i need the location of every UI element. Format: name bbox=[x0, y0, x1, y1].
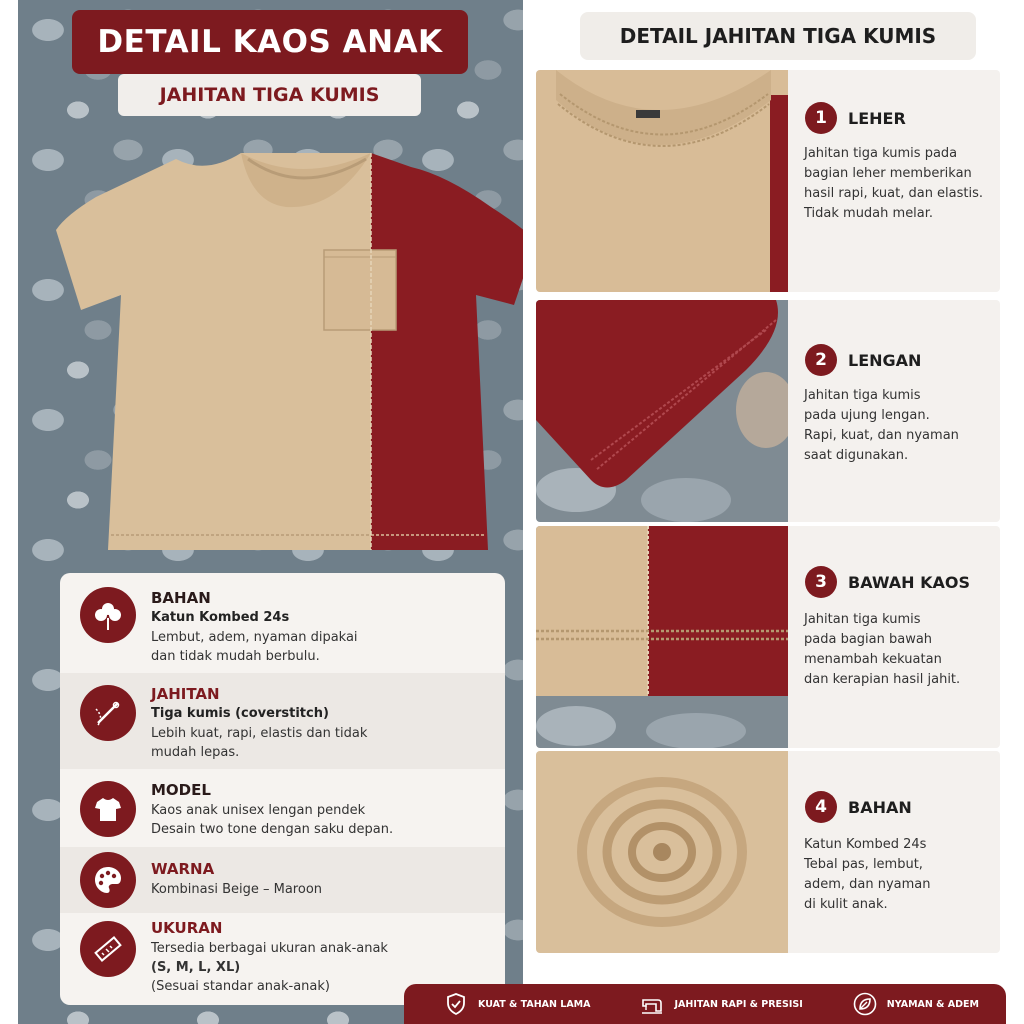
detail-text: Jahitan tiga kumis pada bagian leher memberikan hasil rapi, kuat, dan elastis. Tidak mudah melar. bbox=[804, 146, 984, 221]
detail-text: Jahitan tiga kumis pada bagian bawah menambah kekuatan dan kerapian hasil jahit. bbox=[804, 612, 961, 687]
page-title: DETAIL KAOS ANAK bbox=[72, 10, 468, 74]
feature-jahitan bbox=[590, 992, 802, 1016]
sewing-machine-icon bbox=[640, 992, 664, 1016]
tshirt-icon bbox=[80, 781, 136, 837]
detail-header: DETAIL JAHITAN TIGA KUMIS bbox=[580, 12, 976, 60]
fabric-closeup-image bbox=[536, 751, 788, 953]
info-subtitle: Tiga kumis (coverstitch) bbox=[151, 706, 329, 721]
shield-check-icon bbox=[444, 992, 468, 1016]
feature-footer bbox=[404, 984, 1006, 1024]
needle-icon bbox=[80, 685, 136, 741]
detail-title: LEHER bbox=[848, 109, 906, 128]
tshirt-image bbox=[36, 145, 523, 565]
info-text: Lembut, adem, nyaman dipakai dan tidak mudah berbulu. bbox=[151, 630, 358, 664]
hem-closeup-image bbox=[536, 526, 788, 748]
info-text: Kombinasi Beige – Maroon bbox=[151, 882, 323, 897]
info-text: Lebih kuat, rapi, elastis dan tidak mudah lepas. bbox=[151, 726, 368, 760]
detail-card-bahan bbox=[536, 751, 1000, 953]
info-row-model bbox=[60, 769, 505, 847]
leaf-icon bbox=[853, 992, 877, 1016]
info-row-bahan bbox=[60, 573, 505, 673]
step-number: 2 bbox=[805, 344, 837, 376]
detail-title: LENGAN bbox=[848, 351, 922, 370]
palette-icon bbox=[80, 852, 136, 908]
info-subtitle: Katun Kombed 24s bbox=[151, 610, 290, 625]
cotton-icon bbox=[80, 587, 136, 643]
ruler-icon bbox=[80, 921, 136, 977]
product-panel bbox=[18, 0, 523, 1024]
detail-card-leher bbox=[536, 70, 1000, 292]
detail-card-lengan bbox=[536, 300, 1000, 522]
info-row-jahitan bbox=[60, 673, 505, 769]
info-row-warna bbox=[60, 847, 505, 913]
sleeve-closeup-image bbox=[536, 300, 788, 522]
feature-label: JAHITAN RAPI & PRESISI bbox=[674, 998, 803, 1010]
step-number: 3 bbox=[805, 566, 837, 598]
feature-nyaman bbox=[803, 992, 979, 1016]
neck-closeup-image bbox=[536, 70, 788, 292]
info-title: BAHAN bbox=[151, 589, 211, 607]
detail-card-bawah-kaos bbox=[536, 526, 1000, 748]
detail-title: BAHAN bbox=[848, 798, 912, 817]
info-title: UKURAN bbox=[151, 919, 223, 937]
detail-title: BAWAH KAOS bbox=[848, 573, 971, 592]
info-title: MODEL bbox=[151, 781, 211, 799]
step-number: 1 bbox=[805, 102, 837, 134]
info-title: WARNA bbox=[151, 860, 215, 878]
detail-text: Jahitan tiga kumis pada ujung lengan. Rapi, kuat, dan nyaman saat digunakan. bbox=[804, 388, 959, 463]
detail-text: Katun Kombed 24s Tebal pas, lembut, adem, dan nyaman di kulit anak. bbox=[804, 837, 931, 912]
feature-kuat bbox=[404, 992, 590, 1016]
page-subtitle: JAHITAN TIGA KUMIS bbox=[118, 74, 421, 116]
info-title: JAHITAN bbox=[151, 685, 220, 703]
info-text: Tersedia berbagai ukuran anak-anak (S, M, L, XL) (Sesuai standar anak-anak) bbox=[151, 941, 388, 994]
feature-label: NYAMAN & ADEM bbox=[886, 998, 979, 1010]
product-info-card bbox=[60, 573, 505, 1005]
info-text: Kaos anak unisex lengan pendek Desain two tone dengan saku depan. bbox=[151, 803, 394, 837]
step-number: 4 bbox=[805, 791, 837, 823]
feature-label: KUAT & TAHAN LAMA bbox=[478, 998, 591, 1010]
